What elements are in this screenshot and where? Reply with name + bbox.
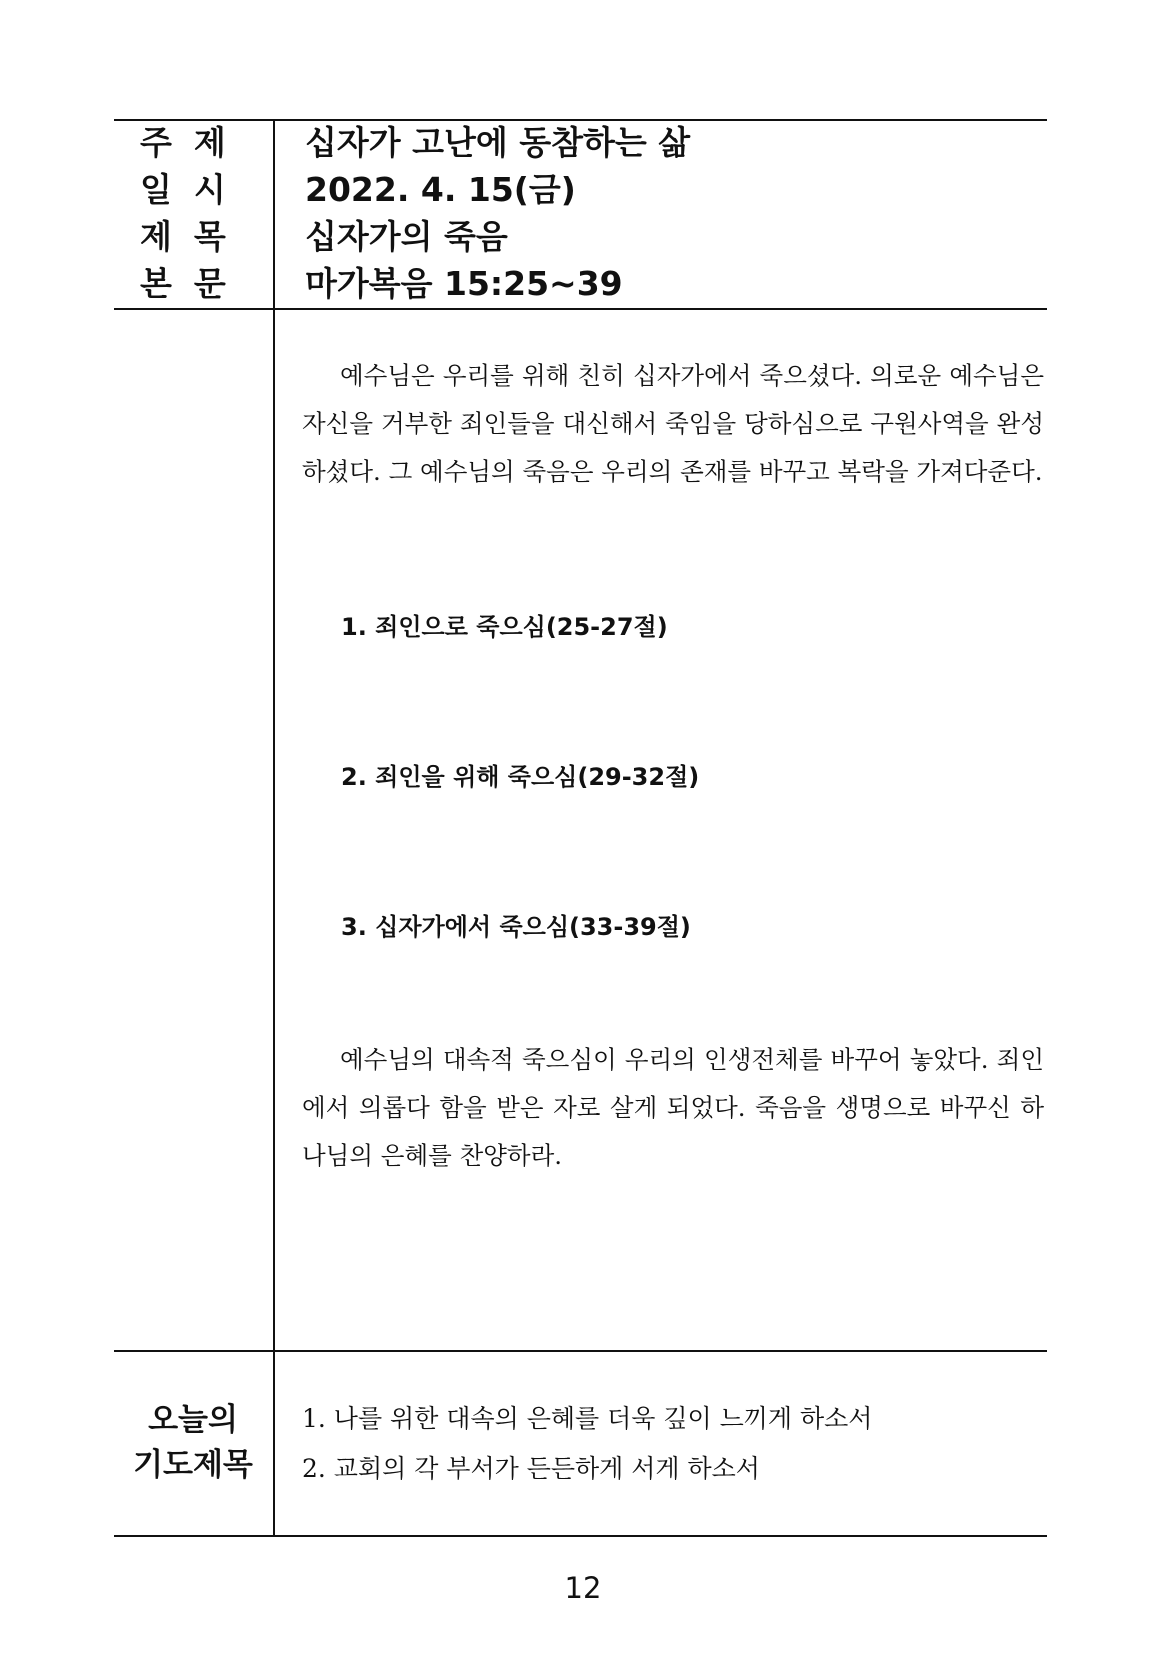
value-theme: 십자가 고난에 동참하는 삶 xyxy=(305,123,691,162)
column-divider xyxy=(273,119,275,1537)
label-theme: 주제 xyxy=(140,123,248,162)
label-date: 일시 xyxy=(140,170,248,209)
value-scripture: 마가복음 15:25~39 xyxy=(305,264,623,303)
prayer-label-line1: 오늘의 xyxy=(148,1402,238,1438)
prayer-label-line2: 기도제목 xyxy=(133,1447,253,1483)
point-3: 3. 십자가에서 죽으심(33-39절) xyxy=(341,913,691,941)
point-2: 2. 죄인을 위해 죽으심(29-32절) xyxy=(341,763,700,791)
label-scripture: 본문 xyxy=(140,264,248,303)
prayer-bottom-rule xyxy=(114,1535,1047,1537)
prayer-item-2: 2. 교회의 각 부서가 든든하게 서게 하소서 xyxy=(302,1454,760,1483)
intro-paragraph: 예수님은 우리를 위해 친히 십자가에서 죽으셨다. 의로운 예수님은 자신을 거부한 죄인들을 대신해서 죽임을 당하심으로 구원사역을 완성하셨다. 그 예수님의 죽음은 우리의 존재를 바꾸고 복락을 가져다준다. xyxy=(302,361,1044,486)
header-bottom-rule xyxy=(114,308,1047,310)
label-title: 제목 xyxy=(140,217,248,256)
prayer-top-rule xyxy=(114,1350,1047,1352)
prayer-item-1: 1. 나를 위한 대속의 은혜를 더욱 깊이 느끼게 하소서 xyxy=(302,1404,873,1433)
value-date: 2022. 4. 15(금) xyxy=(305,170,576,209)
point-1: 1. 죄인으로 죽으심(25-27절) xyxy=(341,613,668,641)
page-number: 12 xyxy=(564,1571,602,1605)
conclusion-paragraph: 예수님의 대속적 죽으심이 우리의 인생전체를 바꾸어 놓았다. 죄인에서 의롭다 함을 받은 자로 살게 되었다. 죽음을 생명으로 바꾸신 하나님의 은혜를 찬양하라. xyxy=(302,1045,1044,1170)
value-title: 십자가의 죽음 xyxy=(305,217,508,256)
